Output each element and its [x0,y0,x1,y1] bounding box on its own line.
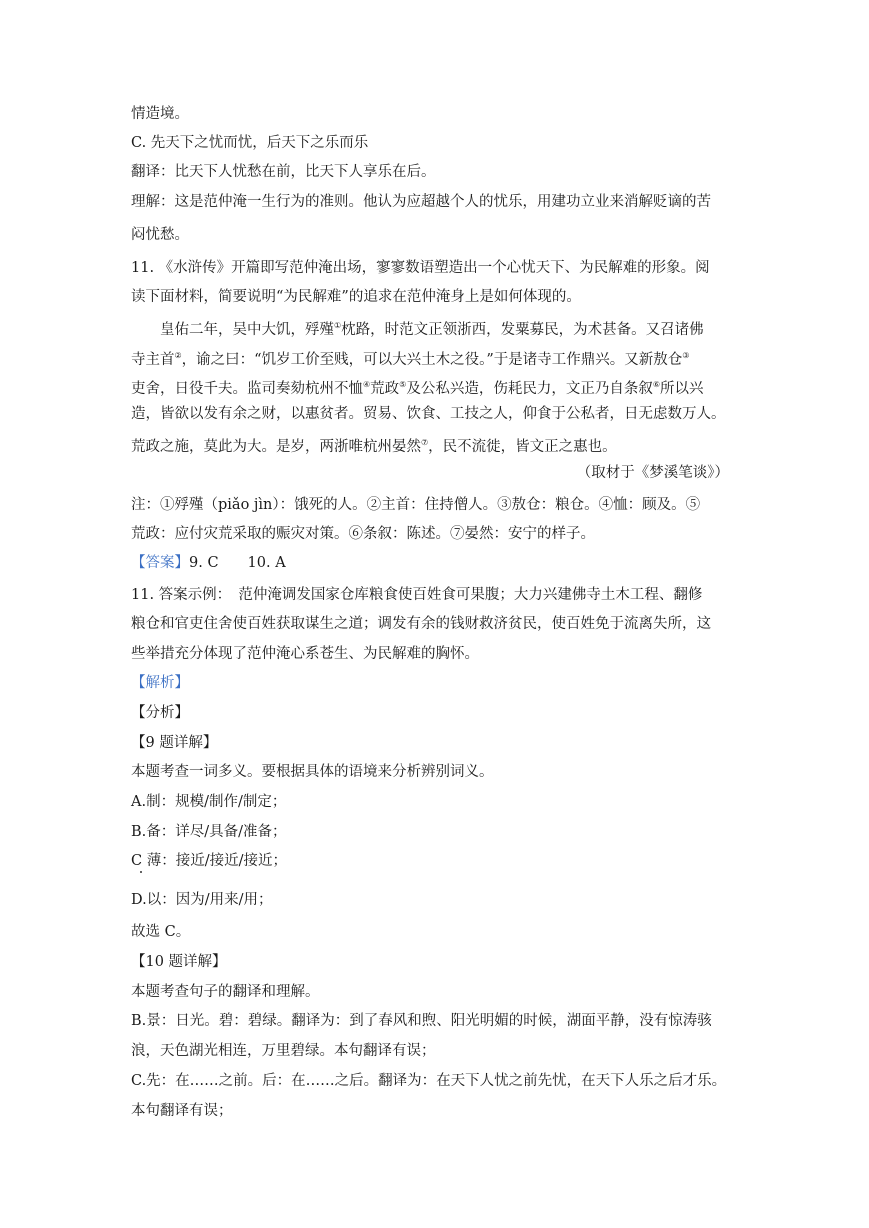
section-heading: 【9 题详解】 [131,735,218,751]
text-line: 闷忧愁。 [131,227,189,243]
section-heading: 【分析】 [131,705,189,721]
question-11: 11. 《水浒传》开篇即写范仲淹出场，寥寥数语塑造出一个心忧天下、为民解难的形象。阅 [131,260,710,276]
answer-label: 【答案】 [131,555,189,571]
text-line: 浪，天色湖光相连，万里碧绿。本句翻译有误； [131,1043,436,1059]
text-line: 本题考查一词多义。要根据具体的语境来分析辨别词义。 [131,764,494,780]
passage-line: 吏舍，日役千夫。监司奏劾杭州不恤④荒政⑤及公私兴造，伤耗民力，文正乃自条叙⑥所以兴 [131,380,704,397]
notes-line: 荒政：应付灾荒采取的赈灾对策。⑥条叙：陈述。⑦晏然：安宁的样子。 [131,526,595,542]
text-line: 本句翻译有误； [131,1103,233,1119]
footnote-mark: ⑥ [652,380,661,389]
footnote-mark: ① [334,321,342,330]
footnote-mark: ② [174,351,182,360]
text-line: 本题考查句子的翻译和理解。 [131,984,320,1000]
section-heading: 【10 题详解】 [131,954,227,970]
text-line: B.景：日光。碧：碧绿。翻译为：到了春风和煦、阳光明媚的时候，湖面平静，没有惊涛骇 [131,1013,712,1029]
text-line: 情造境。 [131,106,189,122]
passage-line: 造，皆欲以发有余之财，以惠贫者。贸易、饮食、工技之人，仰食于公私者，日无虑数万人。 [131,406,726,422]
passage-source: （取材于《梦溪笔谈》） [576,465,729,481]
footnote-mark: ③ [682,351,690,360]
option-line: B.备：详尽/具备/准备； [131,824,287,840]
answer-text: 9. C 10. A [189,555,286,571]
passage-line: 荒政之施，莫此为大。是岁，两浙唯杭州晏然⑦，民不流徙，皆文正之惠也。 [131,438,617,455]
emphasis-dot [140,871,142,873]
answer-11-line: 些举措充分体现了范仲淹心系苍生、为民解难的胸怀。 [131,646,479,662]
answer-line [131,553,286,573]
option-line: D.以：因为/用来/用； [131,892,273,908]
passage-line: 皇佑二年，吴中大饥，殍殣①枕路，时范文正领浙西，发粟募民，为术甚备。又召诸佛 [160,321,704,338]
answer-11-line: 粮仓和官吏住舍使百姓获取谋生之道；调发有余的钱财救济贫民，使百姓免于流离失所，这 [131,616,711,632]
answer-11-line: 11. 答案示例： 范仲淹调发国家仓库粮食使百姓食可果腹；大力兴建佛寺土木工程、翻修 [131,587,703,603]
text-line: 翻译：比天下人忧愁在前，比天下人享乐在后。 [131,164,436,180]
analysis-label: 【解析】 [131,675,189,691]
footnote-mark: ⑦ [421,438,429,447]
notes-line: 注：①殍殣（piǎo jìn）：饿死的人。②主首：住持僧人。③敖仓：粮仓。④恤：顾及。⑤ [131,497,701,513]
text-line: 读下面材料，简要说明“为民解难”的追求在范仲淹身上是如何体现的。 [131,289,581,305]
text-line: 理解：这是范仲淹一生行为的准则。他认为应超越个人的忧乐，用建功立业来消解贬谪的苦 [131,194,711,210]
footnote-mark: ⑤ [399,380,407,389]
option-line: A.制：规模/制作/制定； [131,794,287,810]
text-line: 故选 C。 [131,924,191,940]
option-line: C 薄：接近/接近/接近； [131,853,287,869]
text-line: C. 先天下之忧而忧，后天下之乐而乐 [131,135,369,151]
text-line: C.先：在……之前。后：在……之后。翻译为：在天下人忧之前先忧，在天下人乐之后才乐。 [131,1073,727,1089]
footnote-mark: ④ [363,380,371,389]
passage-line: 寺主首②，谕之曰：“饥岁工价至贱，可以大兴土木之役。”于是诸寺工作鼎兴。又新敖仓③ [131,351,690,368]
